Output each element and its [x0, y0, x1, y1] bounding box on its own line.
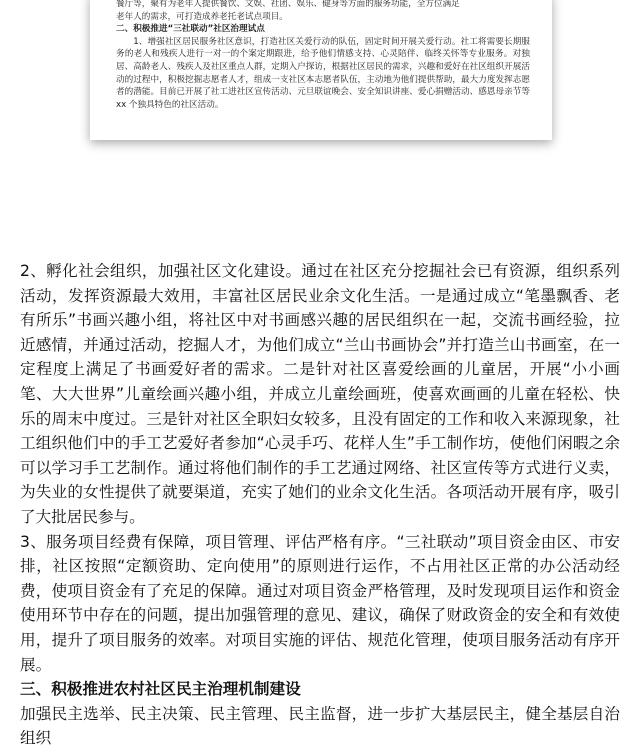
document-body [20, 259, 620, 751]
paragraph-item-4: 加强民主选举、民主决策、民主管理、民主监督，进一步扩大基层民主，健全基层自治组织 [20, 704, 620, 748]
preview-line: 餐厅等，聚有为老年人提供餐饮、文娱、社团、娱乐、健身等方面的服务功能，全方位满足 [116, 0, 460, 9]
preview-line: 老年人的需求，可打造成养老托老试点项目。 [116, 11, 288, 22]
paragraph-item-3: 3、服务项目经费有保障，项目管理、评估严格有序。“三社联动”项目资金由区、市安排，社区按照“定额资助、定向使用”的原则进行运作，不占用社区正常的办公活动经费，使项目资金有了充足的保障。通过对项目资金严格管理，及时发现项目运作和资金使用环节中存在的问题，提出加强管理的意见、建议，确保了财政资金的安全和有效使用，提升了项目服务的效率。对项目实施的评估、规范化管理，使项目服务活动有序开展。 [20, 532, 620, 674]
paragraph-item-2: 2、孵化社会组织，加强社区文化建设。通过在社区充分挖掘社会已有资源，组织系列活动，发挥资源最大效用，丰富社区居民业余文化生活。一是通过成立“笔墨飘香、老有所乐”书画兴趣小组，将社区中对书画感兴趣的居民组织在一起，交流书画经验，拉近感情，并通过活动，挖掘人才，为他们成立“兰山书画协会”并打造兰山书画室，在一定程度上满足了书画爱好者的需求。二是针对社区喜爱绘画的儿童居，开展“小小画笔、大大世界”儿童绘画兴趣小组，并成立儿童绘画班，使喜欢画画的儿童在轻松、快乐的周末中度过。三是针对社区全职妇女较多，且没有固定的工作和收入来源现象，社工组织他们中的手工艺爱好者参加“心灵手巧、花样人生”手工制作坊，使他们闲暇之余可以学习手工艺制作。通过将他们制作的手工艺通过网络、社区宣传等方式进行义卖，为失业的女性提供了就要渠道，充实了她们的业余文化生活。各项活动开展有序，吸引了大批居民参与。 [20, 262, 620, 526]
preview-paragraph: 1、增强社区居民服务社区意识，打造社区关爱行动的队伍，固定时间开展关爱行动。社工将需要长期服务的老人和残疾人进行一对一的个案定期跟进，给予他们情感支持、心灵陪伴、临终关怀等专业服务。对独居、高龄老人、残疾人及社区重点人群，定期入户探访，根据社区居民的需求，兴趣和爱好在社区组织开展活动的过程中，积极挖掘志愿者人才，组成一支社区本志愿者队伍，主动地为他们提供帮助，最大力度发挥志愿者的潜能。目前已开展了社工进社区宣传活动、元旦联谊晚会、安全知识讲座、爱心捐赠活动、感恩母亲节等 xx 个独具特色的社区活动。 [116, 36, 530, 110]
section-heading-3: 三、积极推进农村社区民主治理机制建设 [20, 680, 301, 699]
document-preview-card [90, 0, 552, 140]
preview-section-heading: 二、积极推进“三社联动”社区治理试点 [116, 24, 265, 35]
